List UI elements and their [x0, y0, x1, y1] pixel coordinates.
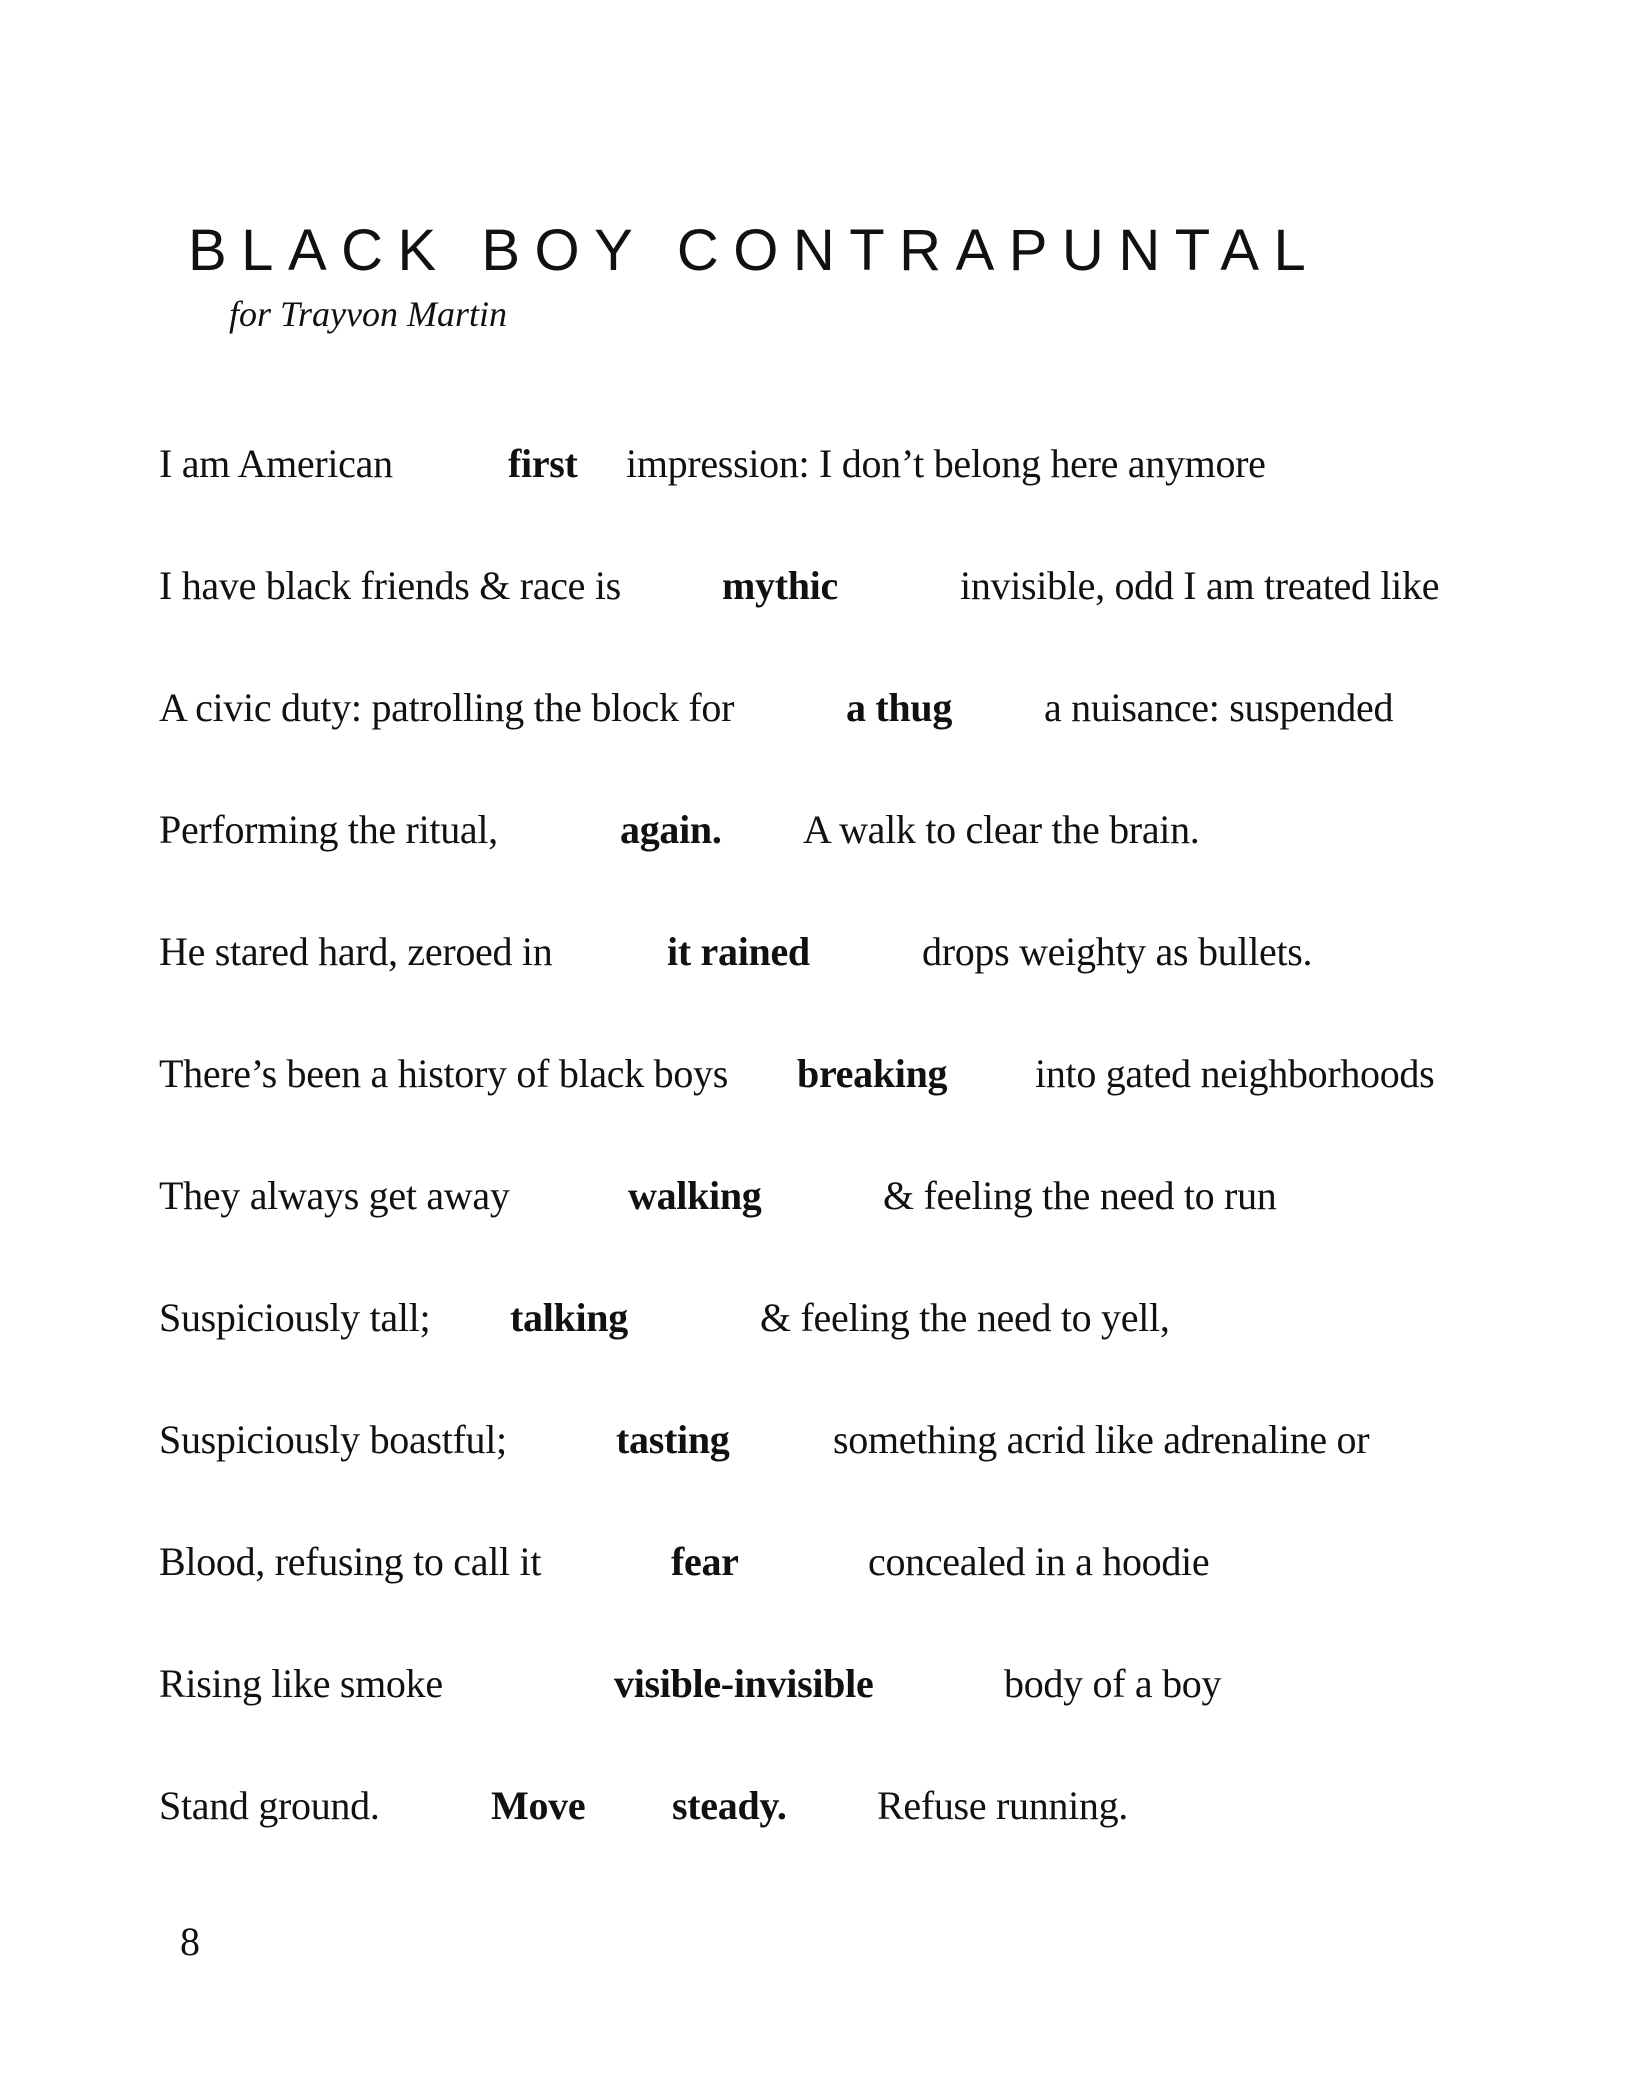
center-column-text: breaking: [797, 1051, 948, 1096]
left-column-text: Performing the ritual,: [159, 807, 498, 852]
left-column-text: Suspiciously boastful;: [159, 1417, 507, 1462]
center-column-text: Move: [491, 1783, 586, 1828]
right-column-text: & feeling the need to run: [883, 1173, 1277, 1218]
poem-line: [0, 561, 1650, 611]
right-column-text: impression: I don’t belong here anymore: [626, 441, 1266, 486]
left-column-text: Stand ground.: [159, 1783, 380, 1828]
left-column-text: Blood, refusing to call it: [159, 1539, 542, 1584]
poem-line: [0, 927, 1650, 977]
center-column-text: tasting: [616, 1417, 730, 1462]
right-column-text: invisible, odd I am treated like: [960, 563, 1440, 608]
center-column-text: again.: [620, 807, 722, 852]
right-column-text: & feeling the need to yell,: [760, 1295, 1170, 1340]
right-column-text: A walk to clear the brain.: [803, 807, 1200, 852]
poem-line: [0, 1537, 1650, 1587]
left-column-text: I have black friends & race is: [159, 563, 621, 608]
poem-line: [0, 439, 1650, 489]
poem-line: [0, 1415, 1650, 1465]
page-number: 8: [180, 1919, 200, 1964]
center-column-text: a thug: [846, 685, 953, 730]
left-column-text: A civic duty: patrolling the block for: [159, 685, 735, 730]
poem-dedication: for Trayvon Martin: [229, 294, 508, 334]
center-column-text-2: steady.: [672, 1783, 787, 1828]
poem-title: BLACK BOY CONTRAPUNTAL: [188, 218, 1321, 283]
right-column-text: body of a boy: [1004, 1661, 1222, 1706]
poem-line: [0, 1049, 1650, 1099]
right-column-text: concealed in a hoodie: [868, 1539, 1210, 1584]
right-column-text: something acrid like adrenaline or: [833, 1417, 1370, 1462]
center-column-text: it rained: [667, 929, 810, 974]
right-column-text: a nuisance: suspended: [1044, 685, 1394, 730]
center-column-text: talking: [510, 1295, 628, 1340]
poem-line: [0, 805, 1650, 855]
left-column-text: They always get away: [159, 1173, 510, 1218]
left-column-text: There’s been a history of black boys: [159, 1051, 729, 1096]
poem-line: [0, 683, 1650, 733]
right-column-text: into gated neighborhoods: [1035, 1051, 1435, 1096]
center-column-text: mythic: [722, 563, 838, 608]
left-column-text: Rising like smoke: [159, 1661, 443, 1706]
left-column-text: He stared hard, zeroed in: [159, 929, 553, 974]
right-column-text: Refuse running.: [877, 1783, 1129, 1828]
poem-line: [0, 1171, 1650, 1221]
left-column-text: Suspiciously tall;: [159, 1295, 431, 1340]
center-column-text: fear: [671, 1539, 739, 1584]
center-column-text: visible-invisible: [614, 1661, 874, 1706]
right-column-text: drops weighty as bullets.: [922, 929, 1313, 974]
poem-line: [0, 1781, 1650, 1831]
center-column-text: first: [508, 441, 578, 486]
poem-line: [0, 1293, 1650, 1343]
poem-line: [0, 1659, 1650, 1709]
left-column-text: I am American: [159, 441, 393, 486]
center-column-text: walking: [628, 1173, 762, 1218]
